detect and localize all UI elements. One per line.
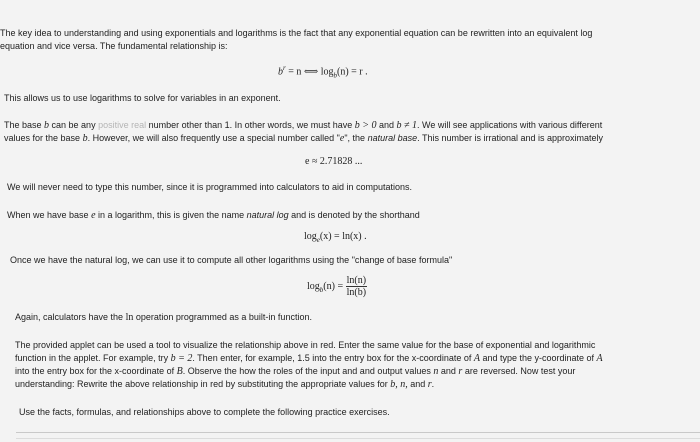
text: function in the applet. For example, try bbox=[15, 353, 171, 363]
eq1-exponent: r bbox=[283, 64, 286, 72]
text: understanding: Rewrite the above relationship in red by substituting the appropriate values for bbox=[15, 379, 391, 389]
paragraph-builtin-function bbox=[15, 311, 312, 324]
math-var: r bbox=[427, 379, 432, 390]
math-var: b bbox=[44, 120, 50, 131]
text: . Observe the how the roles of the input and and output values bbox=[182, 366, 434, 376]
log-text: log bbox=[304, 231, 317, 242]
text: Again, calculators have the bbox=[15, 312, 126, 322]
eq4-arg: (n) = bbox=[323, 280, 346, 292]
eq1-right: (n) = r . bbox=[337, 66, 368, 78]
math-var: B bbox=[176, 366, 183, 377]
eq3-rest: (x) = ln(x) . bbox=[319, 231, 367, 242]
math-var: b bbox=[82, 133, 88, 144]
math-var: e bbox=[339, 133, 345, 144]
denominator: ln(b) bbox=[346, 287, 367, 298]
eq1-middle: = n ⟺ log bbox=[285, 66, 334, 78]
math-var: A bbox=[473, 353, 480, 364]
text: . This number is irrational and is approximately bbox=[417, 133, 604, 143]
math-var: n bbox=[433, 366, 439, 377]
text: and bbox=[407, 379, 428, 389]
text: The base bbox=[4, 120, 45, 130]
math-inequality: b > 0 bbox=[354, 120, 377, 131]
change-of-base-formula bbox=[307, 275, 367, 298]
text: When we have base bbox=[7, 210, 92, 220]
e-approximation-equation: e ≈ 2.71828 ... bbox=[305, 156, 363, 167]
text: are reversed. Now test your bbox=[462, 366, 576, 376]
intro-paragraph-line2: equation and vice versa. The fundamental relationship is: bbox=[0, 41, 228, 51]
italic-text: natural log bbox=[246, 210, 289, 220]
text: operation programmed as a built-in function. bbox=[133, 312, 312, 322]
text: and bbox=[376, 120, 397, 130]
text: values for the base bbox=[4, 133, 83, 143]
base-paragraph-line1 bbox=[4, 119, 602, 132]
applet-paragraph-line1: The provided applet can be used a tool to visualize the relationship above in red. Enter the same value for the base of exponential and logarithmic bbox=[15, 340, 596, 350]
math-expression: b = 2 bbox=[170, 353, 193, 364]
text: . Then enter, for example, 1.5 into the entry box for the x-coordinate of bbox=[192, 353, 474, 363]
intro-paragraph-line1: The key idea to understanding and using exponentials and logarithms is the fact that any exponential equation can be rewritten into an equivalent log bbox=[0, 28, 593, 38]
numerator: ln(n) bbox=[346, 275, 367, 286]
text: number other than 1. In other words, we must have bbox=[146, 120, 355, 130]
text: . bbox=[431, 379, 435, 389]
faded-text: positive real bbox=[98, 120, 147, 130]
italic-text: natural base bbox=[367, 133, 418, 143]
text: can be any bbox=[49, 120, 99, 130]
text: . However, we will also frequently use a special number called " bbox=[87, 133, 340, 143]
divider bbox=[16, 438, 700, 439]
paragraph-practice-exercises: Use the facts, formulas, and relationships above to complete the following practice exercises. bbox=[19, 407, 390, 417]
applet-paragraph-line3 bbox=[15, 365, 575, 378]
math-inequality: b ≠ 1 bbox=[396, 120, 417, 131]
math-var: e bbox=[91, 210, 96, 221]
text: and bbox=[438, 366, 459, 376]
eq1-log-base: b bbox=[333, 71, 337, 80]
math-var: b, n, bbox=[390, 379, 408, 390]
text: and is denoted by the shorthand bbox=[288, 210, 420, 220]
text: into the entry box for the x-coordinate of bbox=[15, 366, 177, 376]
natural-log-equation bbox=[304, 231, 367, 244]
base-paragraph-line2 bbox=[4, 132, 603, 145]
log-text: log bbox=[307, 280, 320, 292]
math-var: A bbox=[596, 353, 603, 364]
paragraph-calculators: We will never need to type this number, since it is programmed into calculators to aid in computations. bbox=[7, 182, 413, 192]
divider bbox=[16, 432, 700, 433]
applet-paragraph-line2 bbox=[15, 352, 603, 365]
text: and type the y-coordinate of bbox=[479, 353, 597, 363]
paragraph-solve-exponent: This allows us to use logarithms to solve for variables in an exponent. bbox=[4, 93, 281, 103]
eq1-base: b bbox=[278, 66, 283, 78]
math-var: r bbox=[458, 366, 463, 377]
ln-operator: ln bbox=[125, 312, 134, 323]
text: in a logarithm, this is given the name bbox=[95, 210, 247, 220]
paragraph-change-of-base: Once we have the natural log, we can use it to compute all other logarithms using the "change of base formula" bbox=[10, 255, 453, 265]
log-base: b bbox=[319, 285, 324, 294]
text: ", the bbox=[344, 133, 368, 143]
fraction bbox=[346, 275, 367, 298]
fundamental-relationship-equation bbox=[278, 64, 368, 79]
applet-paragraph-line4 bbox=[15, 378, 434, 391]
text: . We will see applications with various different bbox=[417, 120, 603, 130]
natural-log-paragraph bbox=[7, 209, 420, 222]
log-base: e bbox=[316, 236, 320, 244]
